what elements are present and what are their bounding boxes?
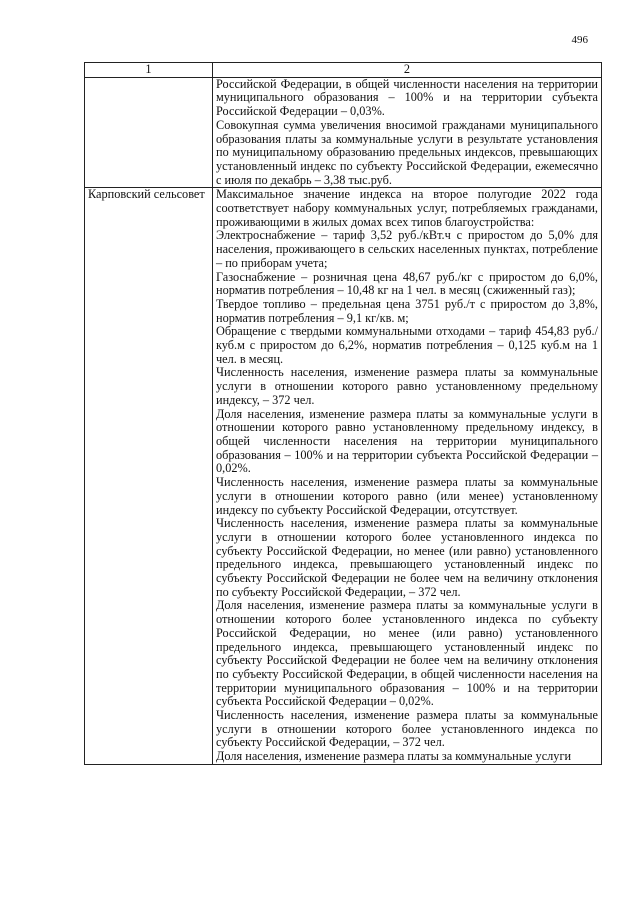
description-paragraph: Численность населения, изменение размера платы за коммунальные услуги в отношении которого более установленного индекса по субъекту Российской Федерации, но менее (или равно) установленного предельного индекса, превышающего установленный индекс по субъекту Российской Федерации не более чем на величину отклонения по субъекту Российской Федерации, – 372 чел. <box>216 516 598 599</box>
description-paragraph: Газоснабжение – розничная цена 48,67 руб./кг с приростом до 6,0%, норматив потребления – 10,48 кг на 1 чел. в месяц (сжиженный газ); <box>216 269 598 298</box>
column-header-1: 1 <box>85 63 213 78</box>
column-header-2: 2 <box>213 63 602 78</box>
page-number: 496 <box>571 34 588 46</box>
description-paragraph: Электроснабжение – тариф 3,52 руб./кВт.ч с приростом до 5,0% для населения, проживающего в сельских населенных пунктах, потребление – по приборам учета; <box>216 228 598 270</box>
table-header-row <box>85 63 602 78</box>
description-paragraph: Численность населения, изменение размера платы за коммунальные услуги в отношении которого равно установленному предельному индексу, – 372 чел. <box>216 365 598 407</box>
municipality-name-cell: Карповский сельсовет <box>85 188 213 765</box>
description-paragraph: Максимальное значение индекса на второе полугодие 2022 года соответствует набору коммунальных услуг, потребляемых гражданами, проживающими в жилых домах всех типов благоустройства: <box>216 187 598 229</box>
description-cell <box>213 77 602 188</box>
description-paragraph: Численность населения, изменение размера платы за коммунальные услуги в отношении которого более установленного индекса по субъекту Российской Федерации, – 372 чел. <box>216 708 598 750</box>
municipality-name-cell <box>85 77 213 188</box>
description-paragraph: Твердое топливо – предельная цена 3751 руб./т с приростом до 3,8%, норматив потребления – 9,1 кг/кв. м; <box>216 296 598 325</box>
description-paragraph: Российской Федерации, в общей численности населения на территории муниципального образования – 100% и на территории субъекта Российской Федерации – 0,03%. <box>216 76 598 119</box>
description-paragraph: Численность населения, изменение размера платы за коммунальные услуги в отношении которого равно (или менее) установленному индексу по субъекту Российской Федерации, отсутствует. <box>216 475 598 517</box>
description-paragraph: Обращение с твердыми коммунальными отходами – тариф 454,83 руб./куб.м с приростом до 6,2%, норматив потребления – 0,125 куб.м на 1 чел. в месяц. <box>216 324 598 366</box>
table-row <box>85 188 602 765</box>
description-paragraph: Совокупная сумма увеличения вносимой гражданами муниципального образования платы за коммунальные услуги в результате установления по муниципальному образованию предельных индексов, превышающих установленный индекс по субъекту Российской Федерации, ежемесячно с июля по декабрь – 3,38 тыс.руб. <box>216 117 598 187</box>
description-paragraph: Доля населения, изменение размера платы за коммунальные услуги <box>216 749 572 764</box>
description-paragraph: Доля населения, изменение размера платы за коммунальные услуги в отношении которого более установленного индекса по субъекту Российской Федерации, но менее (или равно) установленного предельного индекса, превышающего установленный индекс по субъекту Российской Федерации не более чем на величину отклонения по субъекту Российской Федерации, в общей численности населения на территории муниципального образования – 100% и на территории субъекта Российской Федерации – 0,02%. <box>216 598 598 709</box>
table-row <box>85 77 602 188</box>
table-body <box>85 77 602 764</box>
description-paragraph: Доля населения, изменение размера платы за коммунальные услуги в отношении которого равно установленному предельному индексу, в общей численности населения на территории муниципального образования – 100% и на территории субъекта Российской Федерации – 0,02%. <box>216 406 598 476</box>
description-cell <box>213 188 602 765</box>
data-table <box>84 62 602 765</box>
